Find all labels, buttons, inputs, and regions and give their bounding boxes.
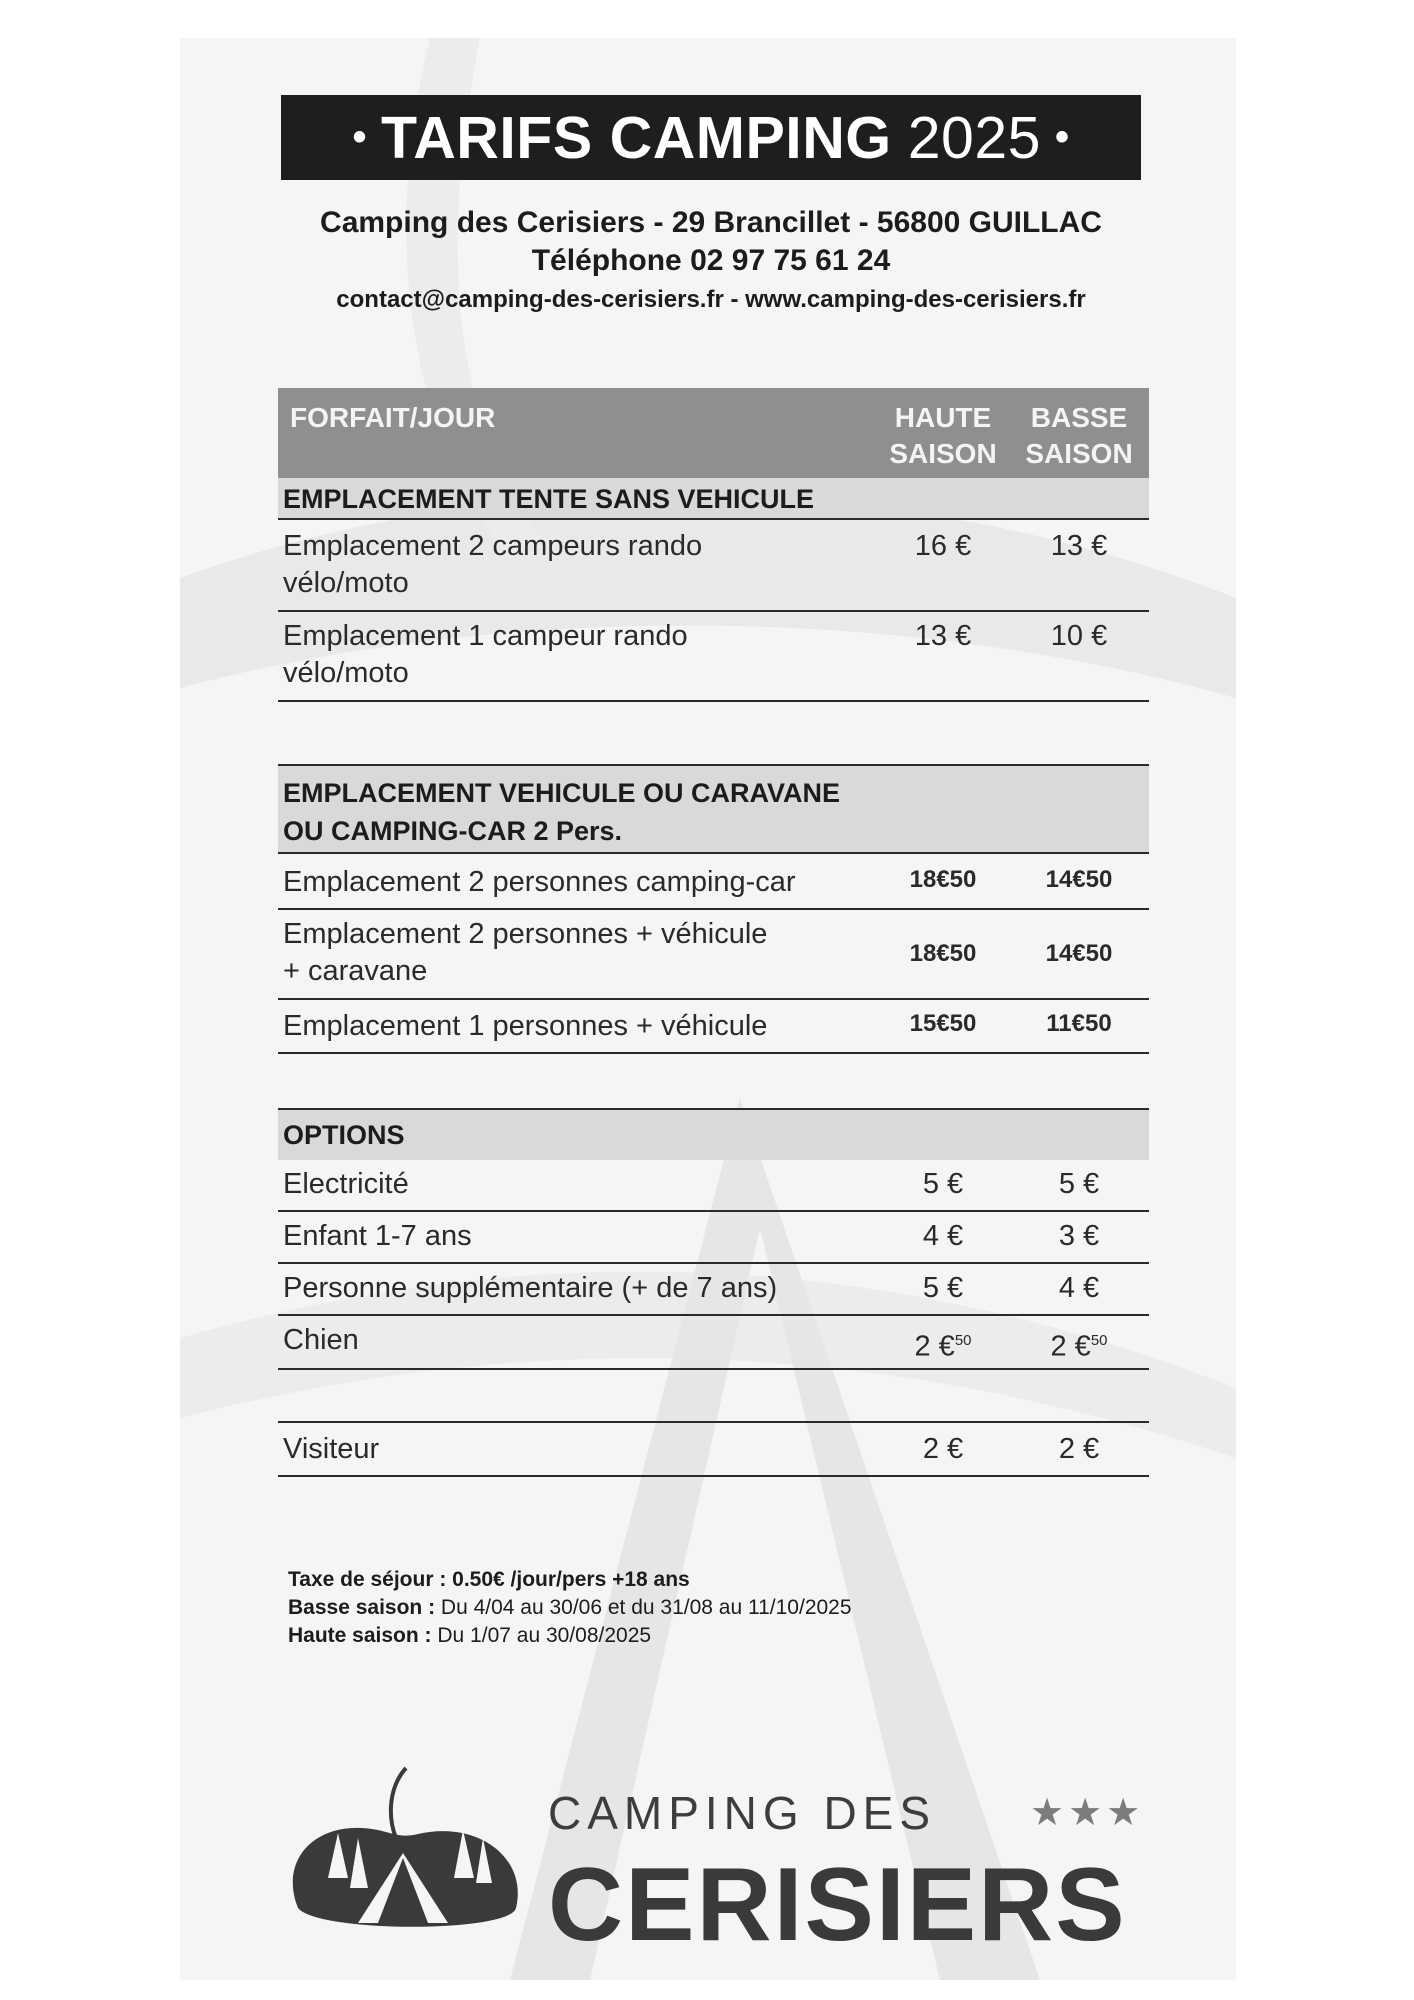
logo-line1: CAMPING DES <box>548 1787 937 1839</box>
price-low: 3 € <box>1058 1220 1100 1252</box>
price-cents: 50 <box>1090 1332 1108 1349</box>
row-label <box>283 618 688 692</box>
table-row <box>278 1423 1149 1477</box>
price-cents: 50 <box>954 1332 972 1349</box>
low-season-note <box>288 1594 852 1622</box>
title-year: 2025 <box>907 104 1041 171</box>
header-high-line1: HAUTE <box>894 402 992 433</box>
price-high <box>878 1322 1008 1366</box>
row-label-line: Emplacement 2 personnes + véhicule <box>283 918 768 950</box>
address: Camping des Cerisiers - 29 Brancillet - 56800 GUILLAC <box>320 206 1102 239</box>
cherry-tent-logo-icon <box>278 1738 528 1938</box>
table-row <box>278 1000 1149 1054</box>
table-row-empty <box>278 1370 1149 1423</box>
price-sheet <box>180 38 1236 1980</box>
header-low-season <box>1014 400 1144 472</box>
row-label: Electricité <box>283 1168 409 1200</box>
low-season-label: Basse saison : <box>288 1596 441 1619</box>
high-season-dates: Du 1/07 au 30/08/2025 <box>437 1624 652 1647</box>
price-high: 5 € <box>922 1272 964 1304</box>
header-high-line2: SAISON <box>889 438 997 469</box>
table-row <box>278 1160 1149 1212</box>
price-main: 2 € <box>914 1330 955 1363</box>
price-low: 10 € <box>1050 620 1108 652</box>
contact-line: contact@camping-des-cerisiers.fr - www.camping-des-cerisiers.fr <box>336 286 1086 313</box>
price-high: 16 € <box>914 530 972 562</box>
high-season-note <box>288 1622 852 1650</box>
table-header <box>278 388 1149 478</box>
price-low: 4 € <box>1058 1272 1100 1304</box>
row-label: Emplacement 2 personnes camping-car <box>283 866 796 898</box>
row-label-line: + caravane <box>283 955 428 987</box>
price-low: 11€50 <box>1046 1010 1112 1037</box>
row-label <box>283 528 702 602</box>
row-label: Personne supplémentaire (+ de 7 ans) <box>283 1272 778 1304</box>
price-low: 2 € <box>1058 1433 1100 1465</box>
header-forfait: FORFAIT/JOUR <box>290 402 496 433</box>
notes <box>288 1566 852 1650</box>
header-low-line1: BASSE <box>1030 402 1128 433</box>
price-high: 15€50 <box>909 1010 977 1037</box>
price-high: 4 € <box>922 1220 964 1252</box>
table-row <box>278 612 1149 702</box>
price-high: 13 € <box>914 620 972 652</box>
price-low: 14€50 <box>1045 866 1113 893</box>
row-label-line: Emplacement 2 campeurs rando <box>283 530 703 562</box>
table-row <box>278 522 1149 612</box>
title-bullet-right: • <box>1054 115 1070 159</box>
row-label: Chien <box>283 1324 359 1356</box>
table-row <box>278 1316 1149 1370</box>
header-high-season <box>878 400 1008 472</box>
tax-label: Taxe de séjour : <box>288 1568 453 1591</box>
title-text: TARIFS CAMPING <box>381 104 892 171</box>
row-label: Visiteur <box>283 1433 380 1465</box>
table-row <box>278 1264 1149 1316</box>
price-low <box>1014 1322 1144 1366</box>
tax-note <box>288 1566 852 1594</box>
section-title-line: EMPLACEMENT VEHICULE OU CARAVANE <box>283 778 841 808</box>
price-low: 14€50 <box>1045 940 1113 967</box>
section-title-line: OU CAMPING-CAR 2 Pers. <box>283 816 623 846</box>
table-row <box>278 910 1149 1000</box>
title-bullet-left: • <box>352 115 368 159</box>
price-low: 5 € <box>1058 1168 1100 1200</box>
price-high: 18€50 <box>909 866 977 893</box>
row-label: Emplacement 1 personnes + véhicule <box>283 1010 768 1042</box>
price-main: 2 € <box>1050 1330 1091 1363</box>
row-label-line: vélo/moto <box>283 657 409 689</box>
section-options-title: OPTIONS <box>278 1110 1149 1160</box>
logo-line2: CERISIERS <box>548 1847 1127 1963</box>
high-season-label: Haute saison : <box>288 1624 438 1647</box>
table-row <box>278 856 1149 910</box>
price-high: 18€50 <box>909 940 977 967</box>
page-title <box>281 95 1141 180</box>
price-low: 13 € <box>1050 530 1108 562</box>
stars-rating: ★★★ <box>1030 1792 1145 1834</box>
section-vehicle-title <box>278 766 1149 854</box>
row-label-line: vélo/moto <box>283 567 409 599</box>
table-row <box>278 1212 1149 1264</box>
low-season-dates: Du 4/04 au 30/06 et du 31/08 au 11/10/2025 <box>440 1596 852 1619</box>
row-label-line: Emplacement 1 campeur rando <box>283 620 688 652</box>
phone: Téléphone 02 97 75 61 24 <box>531 244 891 277</box>
price-high: 5 € <box>922 1168 964 1200</box>
tax-value: 0.50€ /jour/pers +18 ans <box>452 1568 690 1591</box>
row-label: Enfant 1-7 ans <box>283 1220 472 1252</box>
row-label <box>283 916 767 990</box>
header-low-line2: SAISON <box>1025 438 1133 469</box>
price-high: 2 € <box>922 1433 964 1465</box>
section-tent-title: EMPLACEMENT TENTE SANS VEHICULE <box>278 478 1149 520</box>
